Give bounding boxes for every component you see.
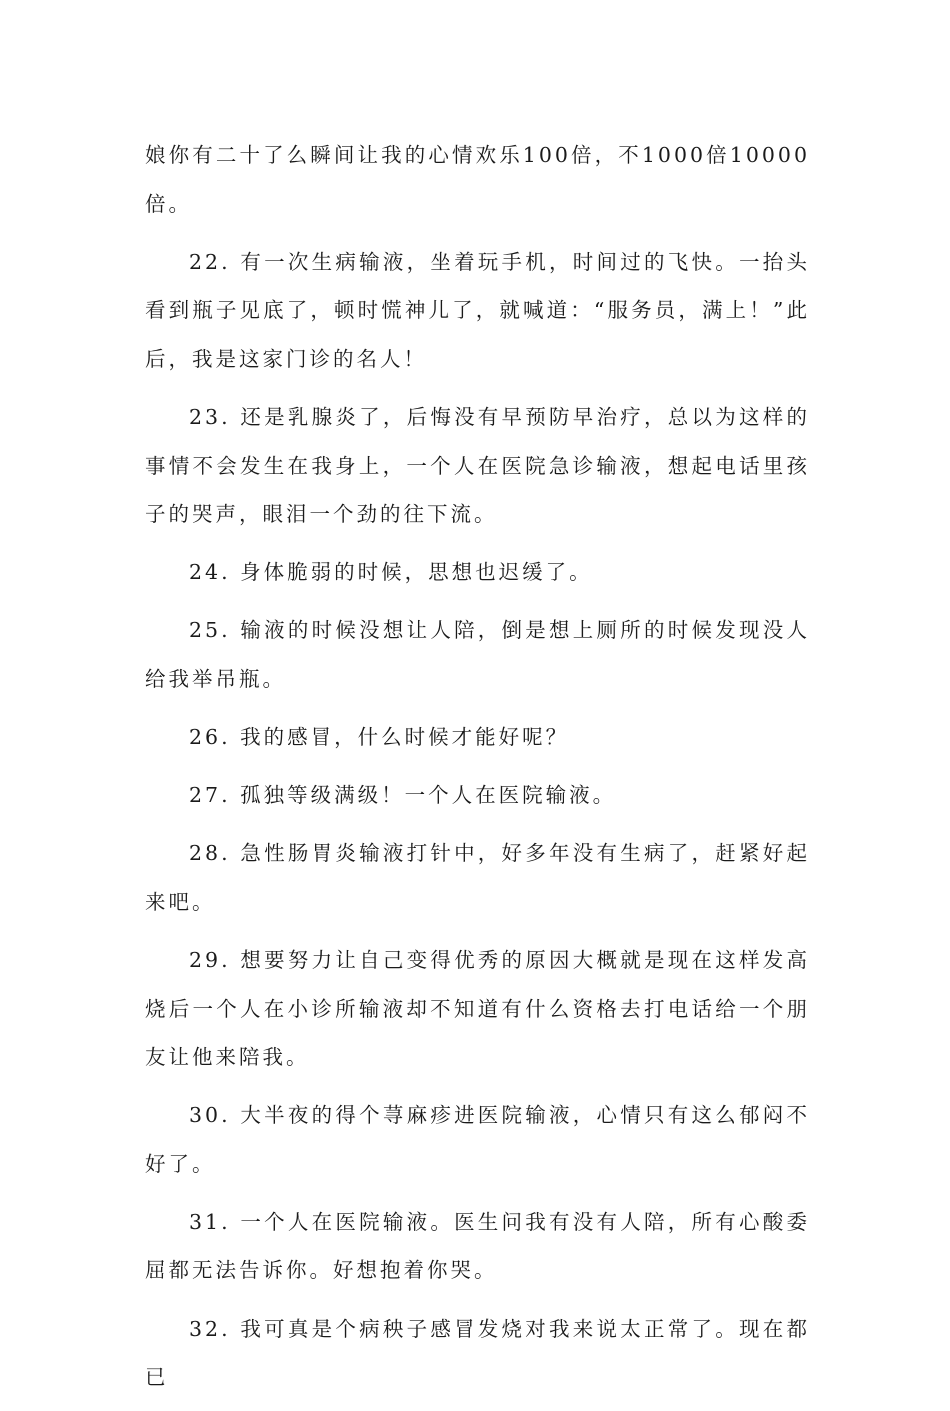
paragraph-item-32: 32. 我可真是个病秧子感冒发烧对我来说太正常了。现在都已	[145, 1316, 810, 1390]
paragraph-item-23: 23. 还是乳腺炎了，后悔没有早预防早治疗，总以为这样的事情不会发生在我身上，一个人在医院急诊输液，想起电话里孩子的哭声，眼泪一个劲的往下流。	[145, 404, 810, 527]
paragraph-item-31: 31. 一个人在医院输液。医生问我有没有人陪，所有心酸委屈都无法告诉你。好想抱着你哭。	[145, 1209, 810, 1283]
paragraph-item-22: 22. 有一次生病输液，坐着玩手机，时间过的飞快。一抬头看到瓶子见底了，顿时慌神儿了，就喊道：“服务员，满上！”此后，我是这家门诊的名人！	[145, 249, 810, 371]
document-body	[145, 131, 810, 1411]
paragraph-item-29: 29. 想要努力让自己变得优秀的原因大概就是现在这样发高烧后一个人在小诊所输液却不知道有什么资格去打电话给一个朋友让他来陪我。	[145, 947, 810, 1070]
paragraph-item-24: 24. 身体脆弱的时候，思想也迟缓了。	[189, 560, 593, 585]
paragraph-item-25: 25. 输液的时候没想让人陪，倒是想上厕所的时候发现没人给我举吊瓶。	[145, 618, 810, 691]
paragraph-continuation: 娘你有二十了么瞬间让我的心情欢乐100倍，不1000倍10000倍。	[145, 143, 810, 216]
paragraph-item-26: 26. 我的感冒，什么时候才能好呢？	[189, 725, 570, 750]
paragraph-item-30: 30. 大半夜的得个荨麻疹进医院输液，心情只有这么郁闷不好了。	[145, 1103, 810, 1176]
paragraph-item-27: 27. 孤独等级满级！一个人在医院输液。	[189, 783, 617, 808]
paragraph-item-28: 28. 急性肠胃炎输液打针中，好多年没有生病了，赶紧好起来吧。	[145, 841, 810, 914]
